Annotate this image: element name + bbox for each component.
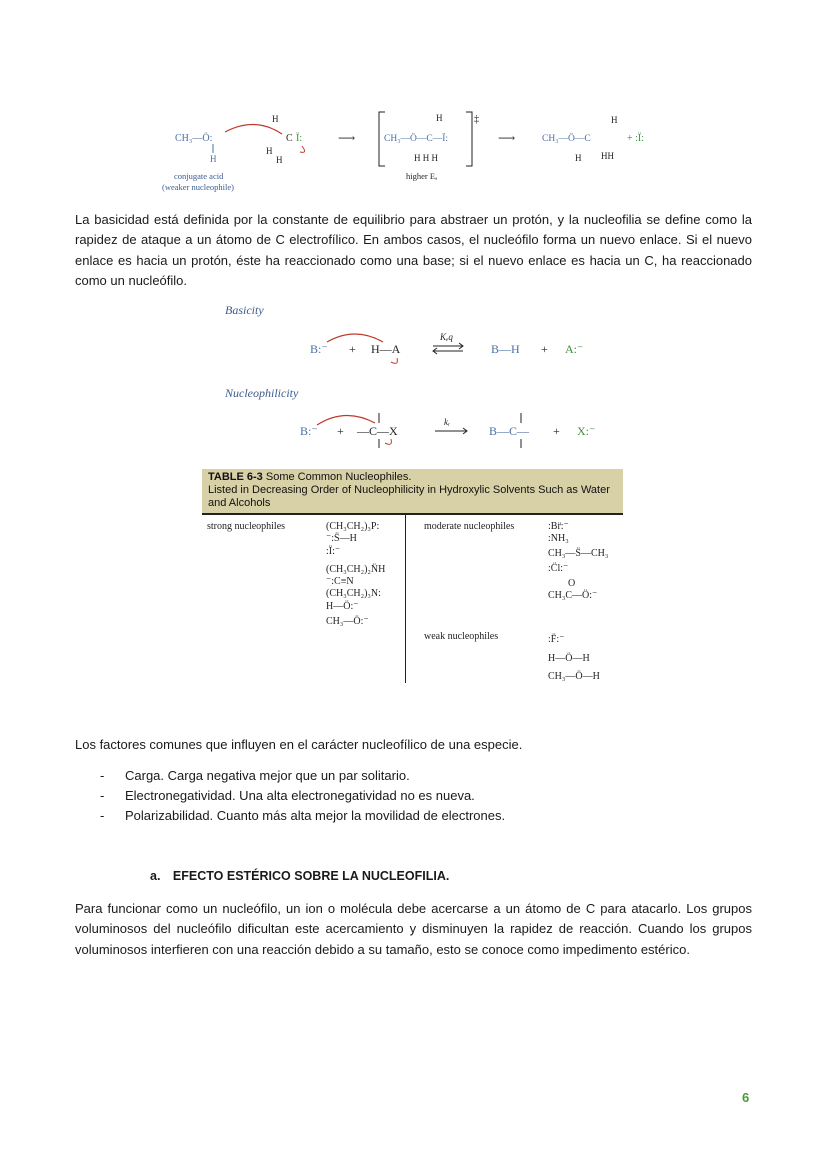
attack-arrow: [225, 124, 282, 134]
svg-text:B—H: B—H: [491, 342, 520, 356]
svg-text:higher Eₐ: higher Eₐ: [406, 171, 438, 181]
moderate-label: moderate nucleophiles: [424, 521, 515, 532]
reactant-h: H: [210, 154, 217, 164]
nucleophilicity-label: Nucleophilicity: [225, 386, 299, 400]
svg-text:HH: HH: [601, 151, 614, 161]
svg-text:+: +: [553, 424, 560, 438]
svg-text:conjugate acid: conjugate acid: [174, 171, 224, 181]
weak-label: weak nucleophiles: [424, 631, 499, 642]
moderate-list: :Br̈:⁻ :NH₃ CH₃—S̈—CH₃ :C̈l:⁻ O CH₃C—Ö:⁻: [548, 521, 609, 602]
factors-list: [100, 766, 505, 827]
basicity-equation: [305, 328, 625, 368]
weak-list: :F̈:⁻ H—Ö—H CH₃—Ö—H: [548, 634, 600, 682]
iodine: Ï:: [296, 133, 303, 144]
svg-text:H: H: [272, 114, 279, 124]
iodide: + :Ï:: [627, 133, 645, 144]
paragraph-steric: Para funcionar como un nucleófilo, un ion o molécula debe acercarse a un átomo de C para atacarlo. Los grupos voluminosos del nucleófilo dificultan este acercamiento y disminuyen la rapidez de reacción. Cuando los grupos voluminosos interfieren con una reacción debido a su tamaño, esto se conoce como impedimento estérico.: [75, 901, 752, 957]
svg-text:H: H: [276, 155, 283, 165]
svg-text:H: H: [266, 146, 273, 156]
list-item: - Polarizabilidad. Cuanto más alta mejor la movilidad de electrones.: [100, 808, 506, 824]
strong-list: (CH₃CH₂)₃P: ⁻:S̈—H :Ï:⁻ (CH₃CH₂)₂N̈H ⁻:C≡N (CH₃CH₂)₃N: H—Ö:⁻ CH₃—Ö:⁻: [326, 521, 386, 628]
table-header: TABLE 6-3 Some Common Nucleophiles. Listed in Decreasing Order of Nucleophilicity in Hydroxylic Solvents Such as Water and Alcohols: [202, 469, 623, 513]
mechanism-scheme: [162, 108, 670, 196]
nucleophiles-table: [202, 469, 623, 685]
svg-text:H H H: H H H: [414, 153, 438, 163]
svg-text:X:⁻: X:⁻: [577, 424, 596, 438]
nucleophilicity-equation: [295, 405, 625, 450]
section-heading: a. EFECTO ESTÉRICO SOBRE LA NUCLEOFILIA.: [150, 869, 450, 883]
transition-state: CH₃—Ö—C—Ï:: [384, 134, 449, 144]
list-item: - Electronegatividad. Una alta electronegatividad no es nueva.: [100, 788, 475, 804]
svg-text:H: H: [575, 153, 582, 163]
svg-text:B:⁻: B:⁻: [300, 424, 318, 438]
svg-text:kᵣ: kᵣ: [444, 417, 451, 427]
svg-text:H: H: [436, 113, 443, 123]
table-subtitle: Listed in Decreasing Order of Nucleophilicity in Hydroxylic Solvents Such as Water and Alcohols: [208, 484, 610, 509]
table-body: [202, 513, 623, 685]
reactant-methanol: CH₃—Ö:: [175, 133, 213, 144]
svg-text:C: C: [286, 133, 293, 144]
list-item: - Carga. Carga negativa mejor que un par solitario.: [100, 768, 410, 783]
reaction-arrow-2: ⟶: [498, 131, 516, 145]
reaction-arrow-1: ⟶: [338, 131, 356, 145]
page-number: 6: [742, 1090, 750, 1105]
svg-text:+: +: [541, 342, 548, 356]
svg-text:+: +: [337, 424, 344, 438]
svg-text:H—A: H—A: [371, 342, 401, 356]
basicity-label: Basicity: [225, 303, 264, 317]
svg-text:H: H: [611, 115, 618, 125]
strong-label: strong nucleophiles: [207, 521, 286, 532]
svg-text:(weaker nucleophile): (weaker nucleophile): [162, 182, 234, 192]
svg-text:—C—X: —C—X: [357, 424, 398, 438]
svg-text:+: +: [349, 342, 356, 356]
svg-text:B:⁻: B:⁻: [310, 342, 328, 356]
svg-text:A:⁻: A:⁻: [565, 342, 584, 356]
svg-text:‡: ‡: [474, 114, 479, 125]
product: CH₃—Ö—C: [542, 134, 591, 144]
svg-text:Kₑq: Kₑq: [440, 332, 453, 342]
svg-text:B—C—: B—C—: [489, 424, 530, 438]
paragraph-factors: Los factores comunes que influyen en el carácter nucleofílico de una especie.: [75, 737, 523, 752]
paragraph-basicity-nucleophilicity: La basicidad está definida por la constante de equilibrio para abstraer un protón, y la nucleofilia se define como la rapidez de ataque a un átomo de C electrofílico. En ambos casos, el nucleófilo forma un nuevo enlace. Si el nuevo enlace es hacia un protón, éste ha reaccionado como una base; si el nuevo enlace es hacia un C, ha reaccionado como un nucleófilo.: [75, 212, 752, 289]
